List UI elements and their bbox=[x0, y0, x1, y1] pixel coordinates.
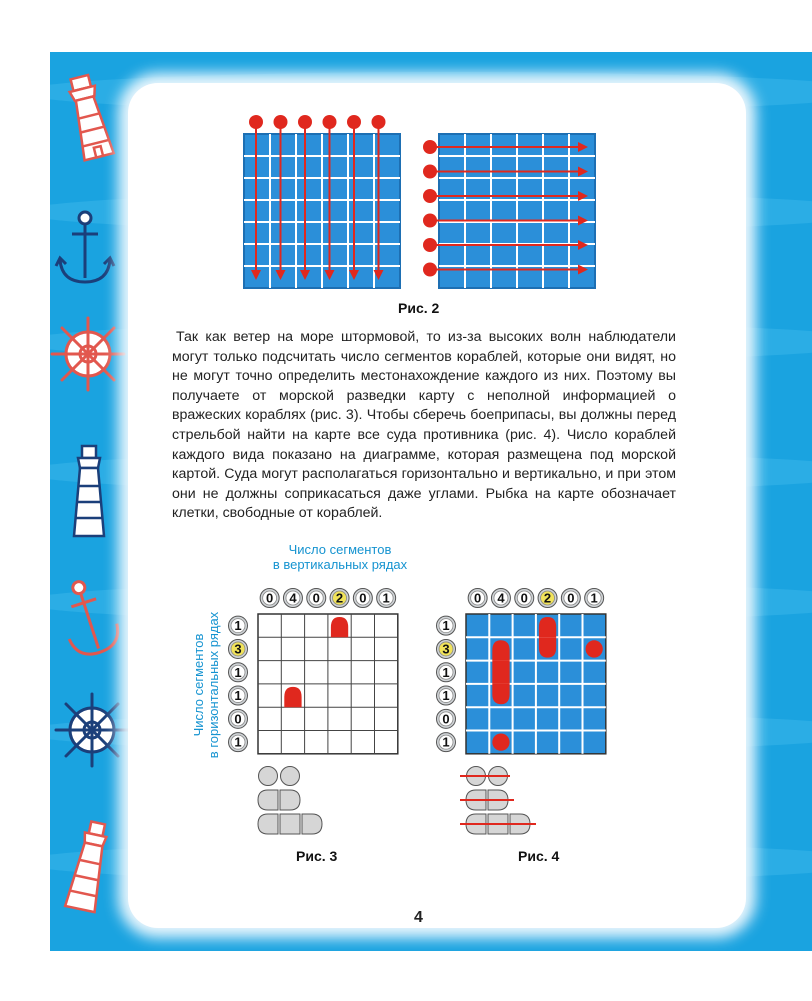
count-value: 0 bbox=[474, 590, 482, 606]
count-badge bbox=[437, 663, 456, 682]
figure-4-caption: Рис. 4 bbox=[518, 848, 560, 864]
count-value: 0 bbox=[359, 590, 367, 606]
body-paragraph: Так как ветер на море штормовой, то из-за высоких волн наблюдатели могут только подсчитать число сегментов кораблей, которые они видят, но не могут точно определить местонахождение каждого из них. Поэтому вы получаете от морской разведки карту с неполной информацией о вражеских кораблях (рис. 3). Чтобы сберечь боеприпасы, вы должны перед стрельбой найти на карте все суда противника (рис. 4). Число кораблей каждого вида показано на диаграмме, которая размещена под морской картой. Суда могут располагаться горизонтально и вертикально, и при этом они не должны соприкасаться даже углами. Рыбка на карте обозначает клетки, свободные от кораблей. bbox=[172, 329, 676, 522]
count-badge bbox=[437, 733, 456, 752]
count-value: 0 bbox=[442, 711, 450, 727]
ship-segment bbox=[284, 687, 301, 707]
count-value: 1 bbox=[234, 618, 242, 634]
ship-segment bbox=[492, 684, 509, 704]
count-badge bbox=[437, 686, 456, 705]
page-number: 4 bbox=[414, 909, 423, 926]
fleet-ship bbox=[258, 814, 278, 834]
count-value: 1 bbox=[234, 664, 242, 680]
count-value: 1 bbox=[442, 618, 450, 634]
count-value: 1 bbox=[442, 734, 450, 750]
count-value: 0 bbox=[567, 590, 575, 606]
figure-2 bbox=[236, 112, 600, 292]
count-badge bbox=[468, 589, 487, 608]
horizontal-label-line1: Число сегментов bbox=[191, 633, 206, 737]
count-badge bbox=[585, 589, 604, 608]
vertical-label-line2: в вертикальных рядах bbox=[272, 557, 408, 572]
puzzle-grid bbox=[258, 614, 398, 754]
lighthouse-icon bbox=[52, 812, 126, 920]
ship-wheel-icon bbox=[48, 314, 128, 394]
count-value: 2 bbox=[543, 590, 552, 606]
ship-segment bbox=[331, 617, 348, 637]
count-badge bbox=[491, 589, 510, 608]
count-badge bbox=[437, 709, 456, 728]
fleet-legend bbox=[460, 767, 536, 835]
count-badge bbox=[538, 589, 557, 608]
count-value: 1 bbox=[382, 590, 390, 606]
count-value: 4 bbox=[497, 590, 505, 606]
fleet-ship bbox=[259, 767, 278, 786]
count-badge bbox=[229, 663, 248, 682]
anchor-icon bbox=[52, 574, 126, 664]
count-badge bbox=[283, 589, 302, 608]
horizontal-rows-label bbox=[191, 585, 221, 785]
lighthouse-icon bbox=[52, 436, 126, 546]
count-value: 1 bbox=[442, 664, 450, 680]
vertical-rows-label bbox=[250, 542, 430, 572]
fleet-ship bbox=[280, 814, 300, 834]
count-value: 2 bbox=[335, 590, 344, 606]
count-value: 0 bbox=[266, 590, 274, 606]
vertical-label-line1: Число сегментов bbox=[288, 542, 392, 557]
fleet-ship bbox=[281, 767, 300, 786]
count-value: 3 bbox=[234, 641, 242, 657]
count-value: 1 bbox=[234, 734, 242, 750]
count-badge bbox=[229, 639, 248, 658]
count-badge bbox=[330, 589, 349, 608]
ship-segment bbox=[492, 661, 509, 684]
ship-wheel-icon bbox=[52, 690, 132, 770]
lighthouse-icon bbox=[52, 68, 126, 164]
figure-3-caption: Рис. 3 bbox=[296, 848, 338, 864]
count-badge bbox=[229, 733, 248, 752]
count-badge bbox=[437, 616, 456, 635]
fleet-ship bbox=[302, 814, 322, 834]
count-badge bbox=[229, 616, 248, 635]
count-value: 0 bbox=[312, 590, 320, 606]
ship-segment bbox=[539, 617, 556, 637]
count-value: 1 bbox=[590, 590, 598, 606]
count-badge bbox=[229, 686, 248, 705]
count-value: 1 bbox=[442, 688, 450, 704]
count-badge bbox=[561, 589, 580, 608]
count-badge bbox=[437, 639, 456, 658]
ship-segment bbox=[492, 640, 509, 660]
ship-segment bbox=[492, 734, 509, 751]
count-badge bbox=[260, 589, 279, 608]
count-badge bbox=[515, 589, 534, 608]
count-badge bbox=[229, 709, 248, 728]
fleet-ship bbox=[280, 790, 300, 810]
figures-3-4 bbox=[220, 578, 620, 840]
count-value: 4 bbox=[289, 590, 297, 606]
count-badge bbox=[307, 589, 326, 608]
count-value: 0 bbox=[520, 590, 528, 606]
count-badge bbox=[353, 589, 372, 608]
ship-segment bbox=[586, 640, 603, 657]
fleet-ship bbox=[258, 790, 278, 810]
horizontal-label-line2: в горизонтальных рядах bbox=[206, 611, 221, 759]
figure-2-caption: Рис. 2 bbox=[398, 300, 440, 316]
count-badge bbox=[377, 589, 396, 608]
vertical-scan-grid bbox=[244, 134, 400, 288]
anchor-icon bbox=[50, 206, 120, 292]
fleet-legend bbox=[258, 767, 322, 835]
horizontal-scan-grid bbox=[439, 134, 595, 288]
solved-grid bbox=[466, 614, 606, 754]
count-value: 3 bbox=[442, 641, 450, 657]
ship-segment bbox=[539, 637, 556, 657]
count-value: 1 bbox=[234, 688, 242, 704]
count-value: 0 bbox=[234, 711, 242, 727]
